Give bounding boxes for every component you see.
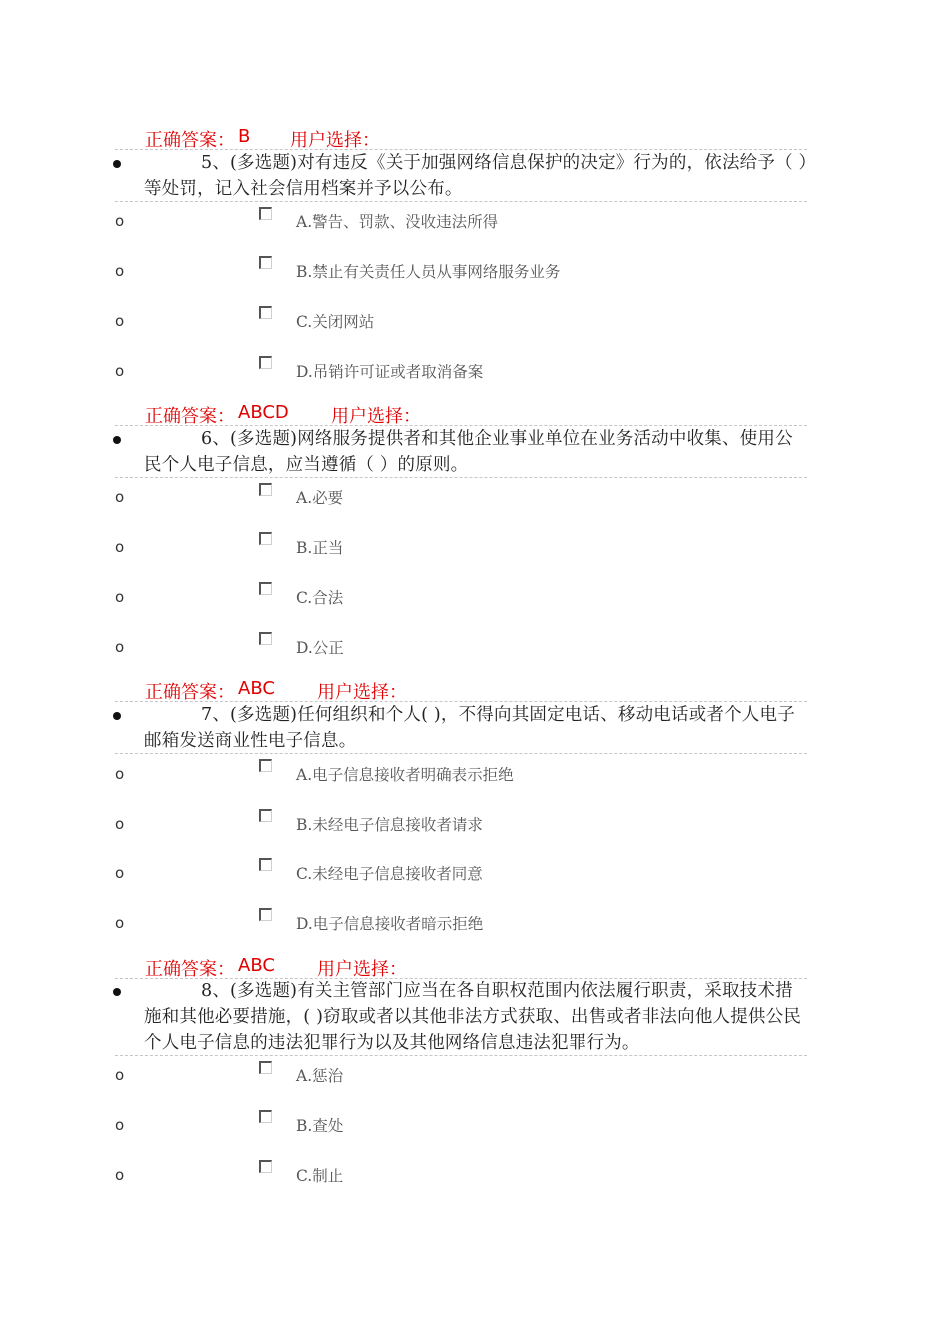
option-marker: o xyxy=(115,588,125,606)
option-label: A.警告、罚款、没收违法所得 xyxy=(296,213,499,231)
option-label: D.吊销许可证或者取消备案 xyxy=(296,363,484,381)
user-choice-label: 用户选择： xyxy=(317,959,407,980)
user-choice-label: 用户选择： xyxy=(290,130,380,151)
option-checkbox[interactable] xyxy=(259,858,272,871)
option-checkbox[interactable] xyxy=(259,256,272,269)
bullet-icon xyxy=(113,436,121,444)
divider xyxy=(115,1055,807,1056)
option-marker: o xyxy=(115,815,125,833)
option-label: D.公正 xyxy=(296,639,344,657)
option-label: B.正当 xyxy=(296,539,344,557)
option-checkbox[interactable] xyxy=(259,809,272,822)
user-choice-label: 用户选择： xyxy=(317,682,407,703)
option-marker: o xyxy=(115,864,125,882)
divider xyxy=(115,477,807,478)
user-choice-label: 用户选择： xyxy=(331,406,421,427)
option-checkbox[interactable] xyxy=(259,908,272,921)
option-label: B.未经电子信息接收者请求 xyxy=(296,816,483,834)
option-label: C.未经电子信息接收者同意 xyxy=(296,865,483,883)
option-checkbox[interactable] xyxy=(259,356,272,369)
question-text: 5、(多选题)对有违反《关于加强网络信息保护的决定》行为的，依法给予（ ）等处罚，记入社会信用档案并予以公布。 xyxy=(144,153,808,199)
correct-answer-value: ABCD xyxy=(238,402,289,423)
option-checkbox[interactable] xyxy=(259,582,272,595)
correct-answer-value: ABC xyxy=(238,678,275,699)
bullet-icon xyxy=(113,712,121,720)
option-checkbox[interactable] xyxy=(259,759,272,772)
question-text: 7、(多选题)任何组织和个人( )，不得向其固定电话、移动电话或者个人电子邮箱发送商业性电子信息。 xyxy=(144,705,795,751)
option-label: C.关闭网站 xyxy=(296,313,375,331)
option-label: C.合法 xyxy=(296,589,344,607)
bullet-icon xyxy=(113,160,121,168)
correct-answer-value: ABC xyxy=(238,955,275,976)
option-checkbox[interactable] xyxy=(259,1061,272,1074)
option-checkbox[interactable] xyxy=(259,1160,272,1173)
option-label: A.惩治 xyxy=(296,1067,344,1085)
option-marker: o xyxy=(115,638,125,656)
option-marker: o xyxy=(115,312,125,330)
option-marker: o xyxy=(115,488,125,506)
correct-answer-label: 正确答案： xyxy=(145,406,235,427)
correct-answer-label: 正确答案： xyxy=(145,959,235,980)
option-marker: o xyxy=(115,914,125,932)
question-text: 8、(多选题)有关主管部门应当在各自职权范围内依法履行职责，采取技术措施和其他必要措施，( )窃取或者以其他非法方式获取、出售或者非法向他人提供公民个人电子信息的违法犯罪行为以及其他网络信息违法犯罪行为。 xyxy=(144,981,802,1053)
option-marker: o xyxy=(115,1166,125,1184)
option-marker: o xyxy=(115,262,125,280)
option-label: B.查处 xyxy=(296,1117,344,1135)
option-marker: o xyxy=(115,362,125,380)
option-marker: o xyxy=(115,212,125,230)
correct-answer-label: 正确答案： xyxy=(145,130,235,151)
correct-answer-label: 正确答案： xyxy=(145,682,235,703)
option-checkbox[interactable] xyxy=(259,483,272,496)
correct-answer-value: B xyxy=(238,126,251,147)
option-checkbox[interactable] xyxy=(259,532,272,545)
option-marker: o xyxy=(115,765,125,783)
option-checkbox[interactable] xyxy=(259,1110,272,1123)
option-marker: o xyxy=(115,1066,125,1084)
option-checkbox[interactable] xyxy=(259,207,272,220)
bullet-icon xyxy=(113,988,121,996)
divider xyxy=(115,753,807,754)
option-marker: o xyxy=(115,1116,125,1134)
option-checkbox[interactable] xyxy=(259,632,272,645)
option-label: A.电子信息接收者明确表示拒绝 xyxy=(296,766,514,784)
option-checkbox[interactable] xyxy=(259,306,272,319)
question-text: 6、(多选题)网络服务提供者和其他企业事业单位在业务活动中收集、使用公民个人电子信息，应当遵循（ ）的原则。 xyxy=(144,429,793,475)
option-marker: o xyxy=(115,538,125,556)
option-label: A.必要 xyxy=(296,489,344,507)
option-label: D.电子信息接收者暗示拒绝 xyxy=(296,915,484,933)
option-label: C.制止 xyxy=(296,1167,344,1185)
option-label: B.禁止有关责任人员从事网络服务业务 xyxy=(296,263,561,281)
divider xyxy=(115,201,807,202)
